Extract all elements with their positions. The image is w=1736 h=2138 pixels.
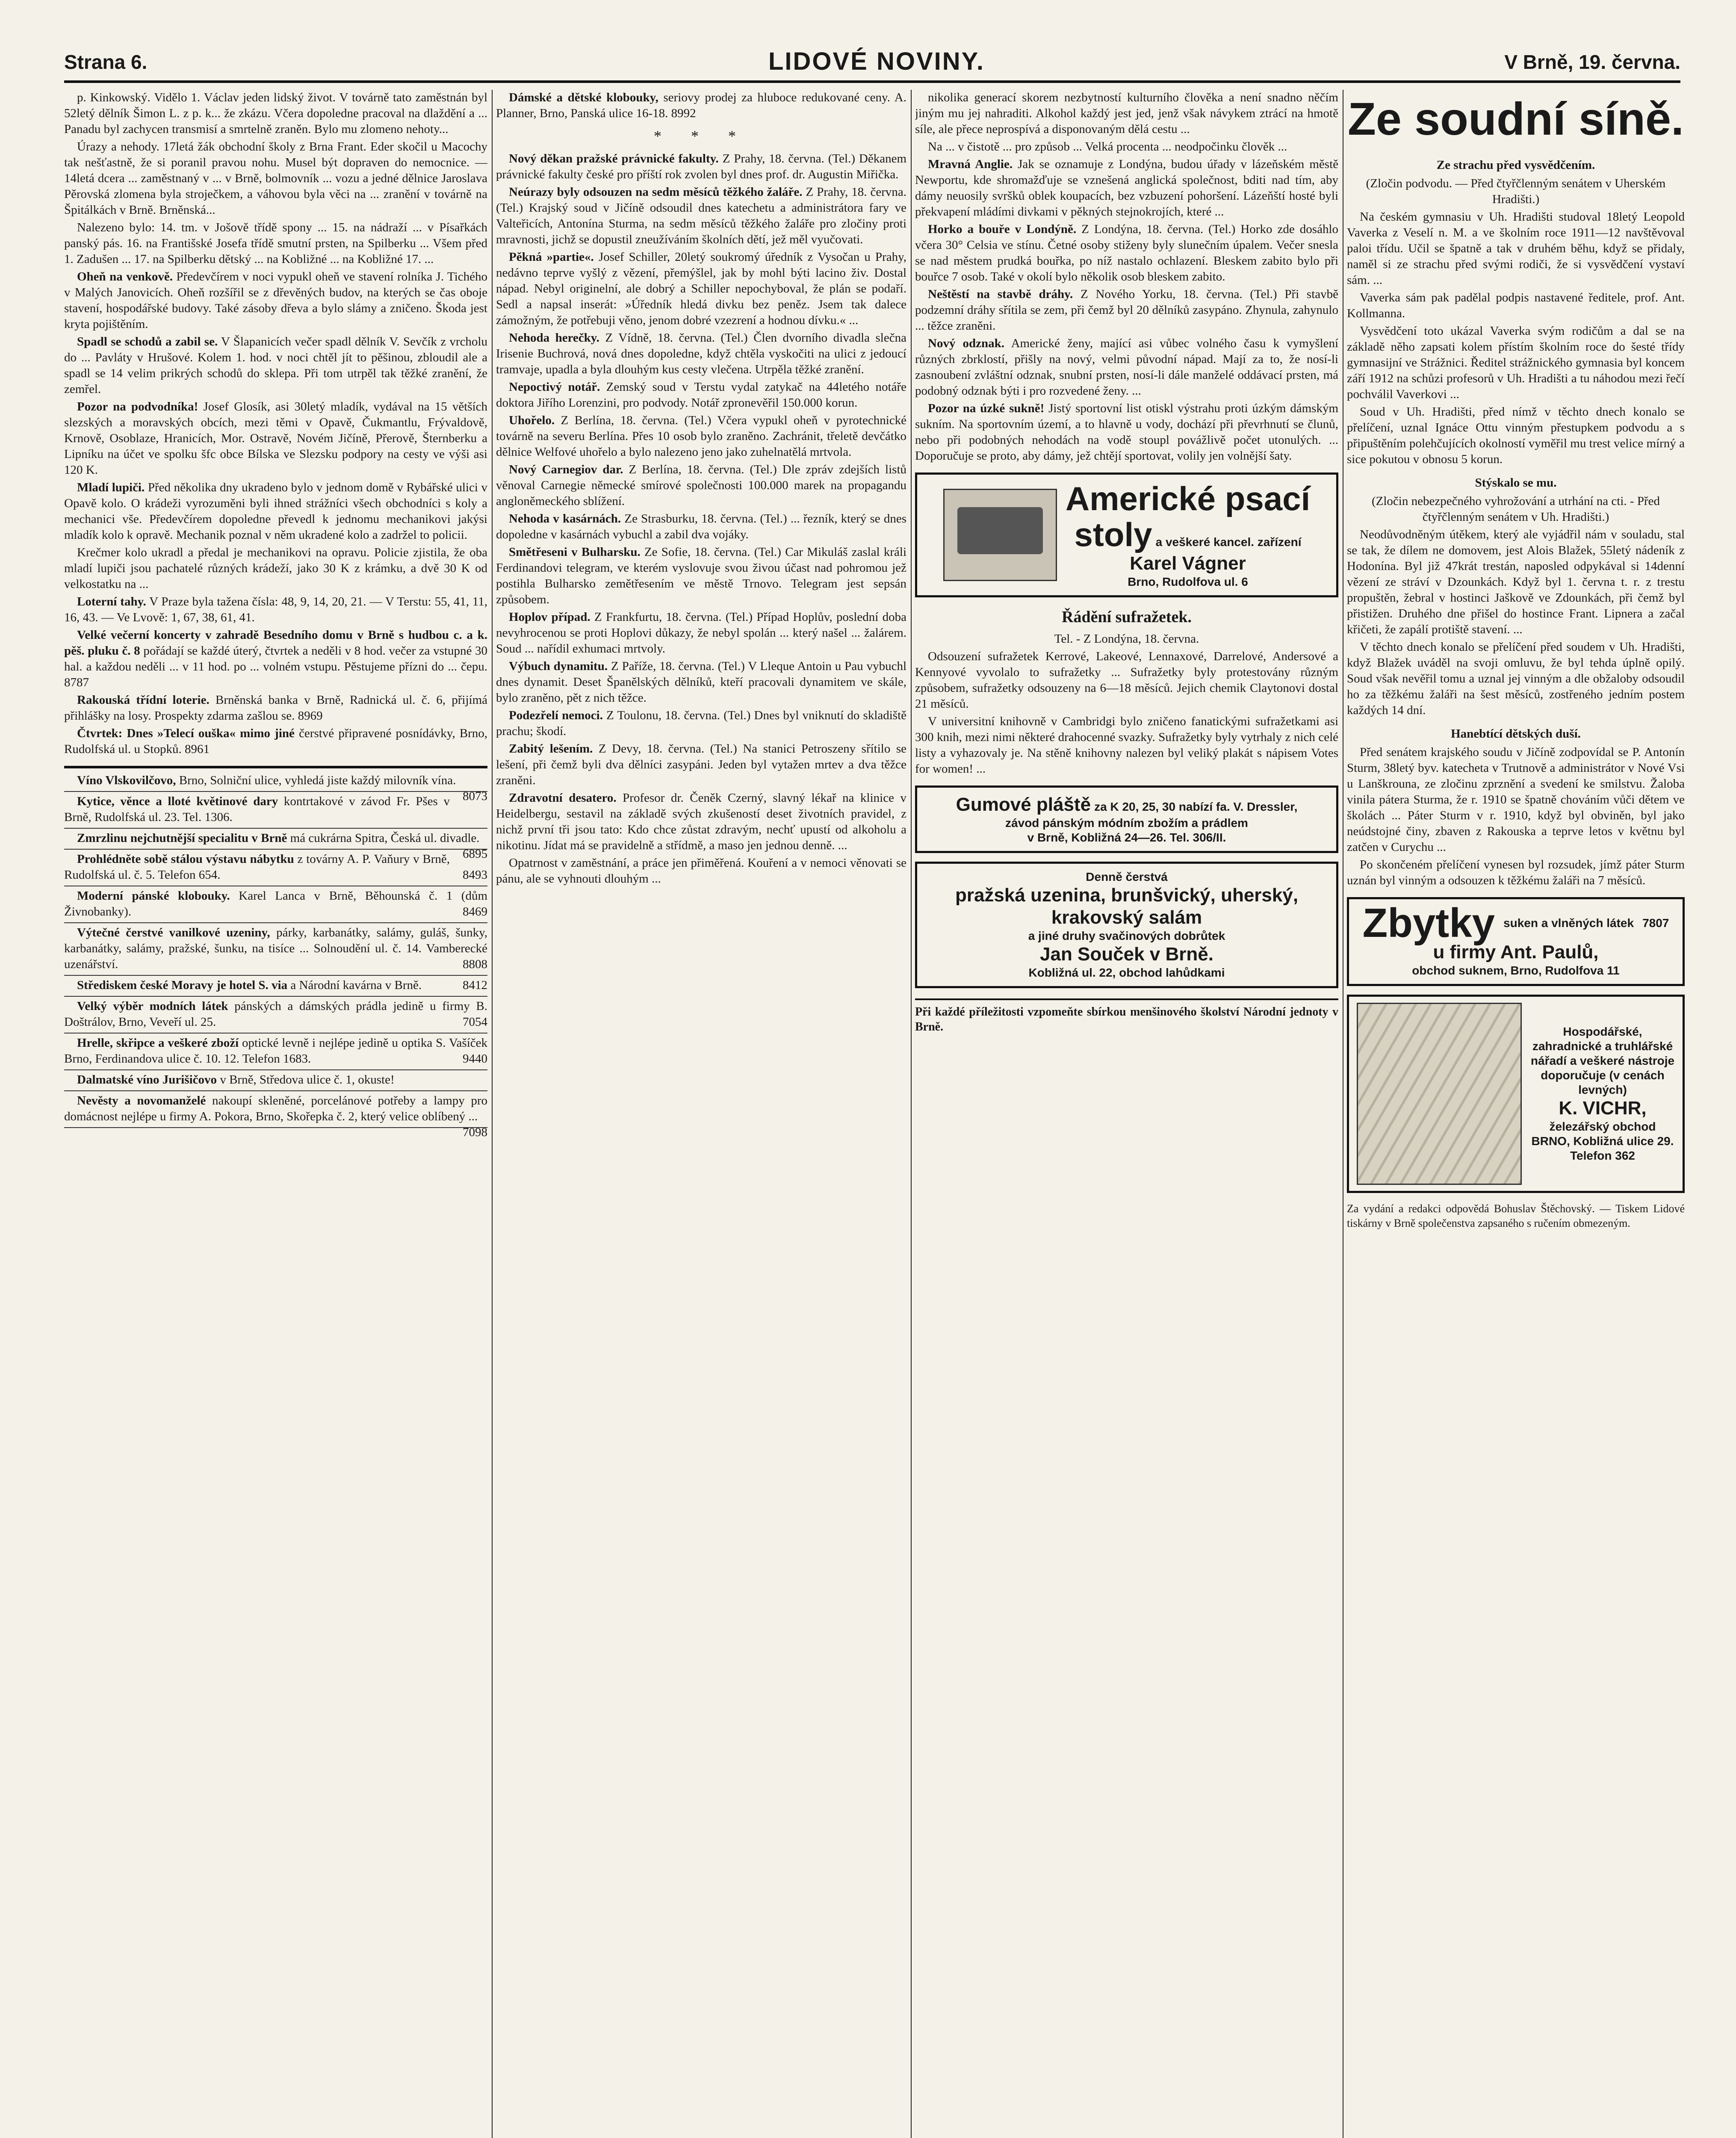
article-text: Z Paříže, 18. června. (Tel.) V Lleque Antoin u Pau vybuchl dnes dynamit. Deset Španělských dělníků, kteří pracovali dynamitem ve skále, bylo zraněno, pět z nich těžce. (496, 659, 906, 705)
classified-ad-title: Dalmatské víno Jurišičovo (77, 1073, 217, 1087)
classified-ad (64, 998, 487, 1034)
ad-company: Jan Souček v Brně. (1040, 944, 1213, 965)
article-text: V universitní knihovně v Cambridgi bylo zničeno fanatickými sufražetkami asi 300 knih, mezi nimi některé drahocenné svazky. Sufražetky byly vytrhaly z nich celé listy a vyhazovaly je. Na stěně knihovny nalezen byl veliký plakát s nápisem Votes for women! ... (915, 715, 1338, 776)
classified-ad-text: optické levně i nejlépe jedině u optika S. Vašíček Brno, Ferdinandova ulice č. 10. 12. Telefon 1683. (64, 1036, 487, 1066)
ad-address: obchod suknem, Brno, Rudolfova 11 (1412, 964, 1620, 977)
article-text: Z Nového Yorku, 18. června. (Tel.) Při stavbě podzemní dráhy sřítila se zem, při čemž byl 20 dělníků zasypáno. Zhynula, zahynulo ... těžce zraněni. (915, 287, 1338, 333)
article-text: Z Prahy, 18. června. (Tel.) Krajský soud v Jičíně odsoudil dnes katechetu a administrátora fary ve Valteřicích, Antonína Sturma, na sedm měsíců těžkého žaláře pro zločiny proti mravnosti, jichž se dopustil zneužíváním školních dětí, jež měl vyučovati. (496, 185, 906, 246)
article-text: Krečmer kolo ukradl a předal je mechanikovi na opravu. Policie zjistila, že oba mladí lupiči jsou pachatelé různých krádeží, jako 30 K z krámku, a dvě 30 K od velkostatku na ... (64, 546, 487, 591)
article-text: Z Berlína, 18. června. (Tel.) Dle zpráv zdejších listů věnoval Carnegie německé smírové společnosti 100.000 marek na propagandu angloněmeckého sblížení. (496, 463, 906, 508)
ad-headline: Americké psací (1065, 480, 1311, 517)
ad-company: K. VICHR, (1559, 1098, 1647, 1119)
article-heading: Pozor na úzké sukně! (928, 402, 1045, 415)
classified-ad-text: a Národní kavárna v Brně. (290, 978, 422, 992)
article-heading: Oheň na venkově. (77, 270, 173, 283)
article-heading: Dámské a dětské klobouky, (509, 91, 658, 104)
classified-ad-title: Výtečné čerstvé vanilkové uzeniny, (77, 926, 270, 939)
column-2 (496, 90, 906, 2138)
article-text: Jistý sportovní list otiskl výstrahu proti úzkým dámským sukním. Na sportovním území, a to hlavně u vody, dochází při převrhnutí se člunů, nebo při podobných nehodách na vodě stoupl povážlivě počet utonulých. ... Doporučuje se proto, aby dámy, jež chtějí sportovat, volily jen volnější šaty. (915, 402, 1338, 463)
ad-headline: Gumové pláště (956, 794, 1091, 815)
article-text: Před několika dny ukradeno bylo v jednom domě v Rybářské ulici v Opavě kolo. O krádeži vyrozuměni byli ihned strážníci všech obchodníci s koly a mechanici vše. Předevčírem dopoledne převedl k jednomu mechanikovi jakýsi mladík kolo k opravě. Mechanik poznal v něm ukradené kolo a zadržel to policii. (64, 481, 487, 542)
classified-ad-title: Víno Vlskovilčovo, (77, 774, 176, 787)
article-text: Vysvědčení toto ukázal Vaverka svým rodičům a dal se na základě něho zapsati kolem přístím školním roce do šesté třídy gymnasijní ve Strážnici. Ředitel strážnického gymnasia byl koncem září 1912 na schůzi profesorů v Uh. Hradišti a tu náhodou mezi řečí pochválil Vaverkovi ... (1347, 324, 1685, 401)
article-text: Po skončeném přelíčení vynesen byl rozsudek, jímž páter Sturm uznán byl vinným a odsouzen k těžkému žaláři na 7 měsíců. (1347, 858, 1685, 887)
article-heading: Uhořelo. (509, 413, 555, 427)
classified-ad (64, 1093, 487, 1139)
classified-ad-text: má cukrárna Spitra, Česká ul. divadle. (290, 831, 480, 845)
article-text: Z Toulonu, 18. června. (Tel.) Dnes byl vniknutí do skladiště prachu; škodí. (496, 709, 906, 738)
article-text: Josef Schiller, 20letý soukromý úředník z Vysočan u Prahy, nedávno teprve vyšlý z vězení, přemýšlel, jak by mohl býti lacino živ. Dostal nápad. Nebyl originelní, ale dobrý a Schiller nepochyboval, že plán se podaří. Sedl a napsal inserát: »Úředník hledá divku bez peněz. Jsem tak dalece zámožným, že potřebuji věno, jenom dobré vzezrení a hodnou dívku.« ... (496, 250, 906, 327)
article-text: Úrazy a nehody. 17letá žák obchodní školy z Brna Frant. Eder skočil u Macochy tak nešťastně, že si poranil pravou nohu. Musel být dopraven do nemocnice. — 14letá dcera ... zaměstnaný v ... v Brně, bolmovník ... vozu a jedné dělnice Jaroslava Pěrovská zlomena byla stroječkem, a váhovou byla věci na ... zranění v továrně na Špitálkách v Brně. Brněnská... (64, 140, 487, 217)
article-heading: Hanebtící dětských duší. (1451, 727, 1581, 741)
article-text: Josef Glosík, asi 30letý mladík, vydával na 15 větších slezských a moravských obcích, mezi těmi v Opavě, Čukmantlu, Frývaldově, Krnově, Osoblaze, Hranicích, Mor. Ostravě, Novém Jičíně, Přerově, Šternberku a Lipníku na účet ve spolku šfc obce Bílska ve Slezsku podpory na cesty ve výši asi 120 K. (64, 400, 487, 477)
article-text: Z Vídně, 18. června. (Tel.) Člen dvorního divadla slečna Irisenie Buchrová, nová dnes dopoledne, když chtěla vyskočiti na ulici z jedoucí tramvaje, upadla a byla dlouhým kus cesty vlečena. Utrpěla těžké zranění. (496, 331, 906, 376)
article-heading: Velké večerní koncerty v zahradě Besedního domu v Brně s hudbou c. a k. pěš. pluku č. 8 (64, 628, 487, 658)
article-heading: Horko a bouře v Londýně. (928, 222, 1077, 236)
classified-ad-text: Brno, Solniční ulice, vyhledá jiste každý milovník vína. (179, 774, 456, 787)
article-text: Vaverka sám pak padělal podpis nastavené ředitele, prof. Ant. Kollmanna. (1347, 291, 1685, 320)
ad-number: 8787 (64, 676, 89, 689)
article-text: Opatrnost v zaměstnání, a práce jen přiměřená. Kouření a v nemoci věnovati se pánu, ale se vyhnouti dlouhým ... (496, 856, 906, 886)
article-text: p. Kinkowský. Vidělo 1. Václav jeden lidský život. V továrně tato zaměstnán byl 52letý dělník Šimon L. z p. k... že zkázu. Včera dopoledne pracoval na dlaždění a ... Panadu byl zachycen transmisí a smrtelně zraněn. Bylo mu zlomeno nehoty... (64, 91, 487, 136)
ad-number: 8992 (671, 106, 696, 120)
article-heading: Pěkná »partie«. (509, 250, 594, 264)
ad-text: Denně čerstvá (1086, 870, 1168, 883)
article-text: V Praze byla tažena čísla: 48, 9, 14, 20, 21. — V Terstu: 55, 41, 11, 16, 43. — Ve Lvově: 1, 67, 38, 61, 41. (64, 595, 487, 624)
ad-desks (915, 472, 1338, 597)
ad-number: 9440 (463, 1052, 487, 1066)
newspaper-title: LIDOVÉ NOVINY. (768, 47, 985, 75)
article-text: Odsouzení sufražetek Kerrové, Lakeové, Lennaxové, Darrelové, Andersové a Kennyové vyvolalo to sufražetky ... Sufražetky byly protestovány různým způsobem, sufražetky odsouzeny na 6—18 měsíců. Jejich chemik Claytonovi dostal 21 měsíců. (915, 650, 1338, 711)
article-heading: Nový odznak. (928, 337, 1005, 350)
article-text: Ze Sofie, 18. června. (Tel.) Car Mikuláš zaslal králi Ferdinandovi telegram, ve kterém vyslovuje svou živou účast nad pohromou jež postihla Bulharsko zemětřesením ve městě Trnovo. Telegram jest sepsán způsobem. (496, 545, 906, 606)
article-heading: Nový děkan pražské právnické fakulty. (509, 152, 719, 165)
notice-text: Při každé příležitosti vzpomeňte sbírkou menšinového školství Národní jednoty v Brně. (915, 1005, 1338, 1034)
article-text: Předevčírem v noci vypukl oheň ve stavení rolníka J. Tichého v Malých Janovicích. Oheň rozšířil se z dřevěných budov, na kterých se čas oboje stavení, hospodářské budovy. Také zásoby dřeva a bylo slámy a zničeno. Škoda jest kryta pojištěním. (64, 270, 487, 331)
article-text: Jak se oznamuje z Londýna, budou úřady v lázeňském městě Newportu, kde shromažďuje se vznešená anglická společnost, bditi nad tím, aby dámy neuosily svršků oblek koupacích, bez vzbuzení pohoršení. Lázeňští hosté byli překvapení mládími divkami v pěkných stejnokrojích, které ... (915, 157, 1338, 219)
classified-ad (64, 851, 487, 886)
article-text: Z Berlína, 18. června. (Tel.) Včera vypukl oheň v pyrotechnické továrně na severu Berlína. Přes 10 osob bylo zraněno. Zachránit, třeletě devčátko dělnice Welfové uhořelo a bylo nalezeno jeno jako zuhelnatělá mrtvola. (496, 413, 906, 459)
article-heading: Nový Carnegiov dar. (509, 463, 623, 476)
ad-text: a veškeré kancel. zařízení (1155, 535, 1302, 549)
classified-ad (64, 1072, 487, 1091)
article-heading: Hoplov případ. (509, 610, 590, 624)
article-text: Z Devy, 18. června. (Tel.) Na stanici Petroszeny sřítilo se lešení, při čemž byli dva dělníci zasypáni. Jeden byl vytažen mrtev a dva těžce zraněni. (496, 742, 906, 787)
article-text: Profesor dr. Čeněk Czerný, slavný lékař na klinice v Heidelbergu, sestavil na základě svých zkušeností deset životních pravidel, z nichž první tři jsou tato: Kdo chce zůstat zdravým, nechť upustí od alkoholu a nikotinu. Jídat má se pravidelně a střídmě, a maso jen jednou denně. ... (496, 791, 906, 852)
classified-ad (64, 888, 487, 923)
classified-ad-text: v Brně, Středova ulice č. 1, okuste! (220, 1073, 395, 1087)
ad-address: BRNO, Kobližná ulice 29. (1531, 1134, 1674, 1148)
ad-text: Hospodářské, zahradnické a truhlářské nářadí a veškeré nástroje (1530, 1025, 1675, 1067)
article-heading: Mravná Anglie. (928, 157, 1013, 171)
article-text: seriovy prodej za hluboce redukované ceny. A. Planner, Brno, Panská ulice 16-18. (496, 91, 906, 120)
article-heading: Smětřeseni v Bulharsku. (509, 545, 641, 559)
ad-number: 6895 (463, 847, 487, 861)
classified-ad-title: Střediskem české Moravy je hotel S. via (77, 978, 288, 992)
article-heading: Stýskalo se mu. (1475, 476, 1557, 490)
article-heading: Neúrazy byly odsouzen na sedm měsíců těžkého žaláře. (509, 185, 803, 199)
ad-headline: pražská uzenina, brunšvický, uherský, krakovský salám (955, 885, 1299, 928)
classified-ad-text: z továrny A. P. Vaňury v Brně, Rudolfská ul. č. 5. Telefon 654. (64, 852, 450, 882)
article-heading: Nepoctivý notář. (509, 380, 600, 394)
article-heading: Nehoda herečky. (509, 331, 599, 345)
classified-ad-title: Kytice, věnce a lloté květinové dary (77, 794, 278, 808)
ad-company: Karel Vágner (1130, 553, 1246, 574)
article-text: V Šlapanicích večer spadl dělník V. Sevčík z vrcholu do ... Pavláty v Hrušové. Kolem 1. hod. v noci chtěl jít to pěšinou, zbloudil ale a spadl se 14 velim prikrých schodů do sklepa. Při tom utrpěl tak těžké zranění, že zemřel. (64, 335, 487, 396)
column-3 (915, 90, 1338, 2138)
ad-number: 8073 (463, 789, 487, 803)
section-title: Ze soudní síně. (1347, 93, 1684, 145)
article-heading: Mladí lupiči. (77, 481, 145, 494)
ad-number: 7098 (463, 1125, 487, 1139)
article-heading: Podezřelí nemoci. (509, 709, 603, 722)
article-subheading: (Zločin podvodu. — Před čtyřčlenným senátem v Uherském Hradišti.) (1366, 177, 1666, 206)
ad-address: Kobližná ul. 22, obchod lahůdkami (1028, 966, 1225, 979)
column-1 (64, 90, 487, 2138)
article-text: Nalezeno bylo: 14. tm. v Jošově třídě spony ... 15. na nádraží ... v Písařkách panský pás. 16. na Františské Josefa třídě smutní prsten, na Spilberku ... Všem před 1. Zadušen ... 17. na Spilberku dětský ... na Kobližné ... na Kobližné 17. ... (64, 221, 487, 266)
column-4 (1347, 90, 1685, 2138)
ad-number: 7807 (1642, 916, 1669, 930)
article-text: Brněnská banka v Brně, Radnická ul. č. 6, přijímá přihlášky na losy. Prospekty zdarma zašlou se. (64, 693, 487, 723)
ad-fabric (1347, 897, 1685, 986)
divider (64, 766, 487, 768)
article-text: Neodůvodněným útěkem, který ale vyjádřil nám v souladu, stal se tak, že dílem ne domovem, jest Alois Blažek, 55letý nádeník z Hodonína. Byl již 47krát trestán, naposled odpykával si 14denní vězení ze stráví v Dzounkách. Když byl 1. června t. r. z trestu propuštěn, žebral v hostinci Jaškově ve Zdounkách, při čemž byl přistižen. Druhého dne přišel do hostince Frant. Lipnera a začal křičeti, že zapálí protiště stavení. ... (1347, 528, 1685, 636)
article-heading: Výbuch dynamitu. (509, 659, 608, 673)
article-text: Z Frankfurtu, 18. června. (Tel.) Případ Hoplův, poslední doba nevyhrocenou se proti Hoplovi důkazy, že nebyl spolán ... který našel ... žalárem. Soud ... nařídil exhumaci mrtvoly. (496, 610, 906, 656)
article-heading: Nehoda v kasárnách. (509, 512, 621, 526)
article-text: Na ... v čistotě ... pro způsob ... Velká procenta ... neodpočinku člověk ... (928, 140, 1287, 154)
classified-ad-title: Prohlédněte sobě stálou výstavu nábytku (77, 852, 294, 866)
article-text: Z Londýna, 18. června. (Tel.) Horko zde dosáhlo včera 30° Celsia ve stínu. Četné osoby stiženy byly slunečním úpalem. Večer snesla se nad městem prudká bouřka, po níž nastalo ochlazení. Bleskem zabito bylo při bouřce 7 osob. Také v okolí bylo několik osob bleskem zabito. (915, 222, 1338, 283)
ad-text: doporučuje (v cenách levných) (1541, 1069, 1665, 1096)
article-heading: Spadl se schodů a zabil se. (77, 335, 218, 348)
article-text: Ze Strasburku, 18. června. (Tel.) ... řezník, který se dnes dopoledne v kasárnách vybuchl a zabil dva vojáky. (496, 512, 906, 541)
ad-number: 8469 (463, 905, 487, 918)
classified-ad-text: kontrtakové v závod Fr. Pšes v Brně, Rudolfská ul. 23. Tel. 1306. (64, 794, 450, 824)
article-text: pořádají se každé úterý, čtvrtek a neděli v 8 hod. večer za vstupné 30 hal. a každou neděli ... v 11 hod. po ... volném vstupu. Pěstujeme přízni do ... čepu. (64, 644, 487, 673)
article-heading: Řádění sufražetek. (1062, 608, 1192, 626)
issue-date: V Brně, 19. června. (1504, 51, 1680, 73)
ad-raincoats (915, 786, 1338, 853)
column-rule (492, 90, 493, 2138)
article-heading: Loterní tahy. (77, 595, 146, 608)
classified-ad-title: Nevěsty a novomanželé (77, 1094, 206, 1107)
classified-ad-title: Zmrzlinu nejchutnější specialitu v Brně (77, 831, 287, 845)
ad-headline: stoly (1074, 516, 1152, 553)
classified-ad-title: Velký výběr modních látek (77, 999, 228, 1013)
ad-headline: Zbytky (1362, 900, 1495, 946)
ad-address: Brno, Rudolfova ul. 6 (1128, 575, 1248, 588)
ad-number: 8969 (298, 709, 323, 723)
classified-ad (64, 794, 487, 829)
ad-number: 8808 (463, 957, 487, 971)
article-text: Zemský soud v Terstu vydal zatykač na 44letého notáře doktora Jiřího Lorenzini, pro podvody. Notář zpronevěřil 150.000 korun. (496, 380, 906, 410)
article-text: nikolika generací skorem nezbytností kulturního člověka a není snadno něčím jiným mu jej nahraditi. Alkohol každý jest jed, jenž však návykem ztrácí na hmotě síle, ale přece neprospívá a disponovaným dělá cestu ... (915, 91, 1338, 136)
classified-ad-text: pánských a dámských prádla jedině u firmy B. Doštrálov, Brno, Veveří ul. 25. (64, 999, 487, 1029)
tools-illustration (1357, 1003, 1522, 1185)
article-text: Soud v Uh. Hradišti, před nímž v těchto dnech konalo se přelíčení, uznal Ignáce Ottu vinným přestupkem podvodu a s připuštěním polehčujících okolností vyměřil mu trest velice mírný a sice pokutou v obnosu 5 korun. (1347, 405, 1685, 466)
article-heading: Rakouská třídní loterie. (77, 693, 210, 707)
classified-ad-text: nakoupí skleněné, porcelánové potřeby a lampy pro domácnost nejlépe u firmy A. Pokora, Brno, Skořepka č. 2, který velice oblíbený ... (64, 1094, 487, 1123)
article-text: Americké ženy, mající asi vůbec volného času k vymyšlení různých zbrklostí, přišly na nový, velmi původní nápad. Mají za to, že nosí-li zasnoubení zvláštní odznak, snubní prsten, nosí-li dále manželé oddávací prsten, má podobný odznak býti i pro rozvedené ženy. ... (915, 337, 1338, 398)
classified-ad-title: Hrelle, skřipce a veškeré zboží (77, 1036, 239, 1050)
classified-ad (64, 925, 487, 976)
article-heading: Zdravotní desatero. (509, 791, 617, 805)
desk-illustration (943, 489, 1057, 581)
page-header (64, 47, 1680, 83)
ad-sausages (915, 862, 1338, 988)
ad-number: 8961 (184, 742, 210, 756)
ad-text: závod pánským módním zbožím a prádlem (1005, 816, 1248, 830)
imprint: Za vydání a redakci odpovědá Bohuslav Štěchovský. — Tiskem Lidové tiskárny v Brně společenstva zapsaného s ručením obmezeným. (1347, 1202, 1685, 1229)
classified-ad-text: Karel Lanca v Brně, Běhounská č. 1 (dům Živnobanky). (64, 889, 487, 918)
classified-ad-text: párky, karbanátky, salámy, guláš, šunky, karbanátky, salámy, pražské, šunku, na tisíce ... Solnoudění ul. č. 14. Vamberecké uzenářství. (64, 926, 487, 971)
ad-tools (1347, 995, 1685, 1193)
article-heading: Čtvrtek: Dnes »Telecí ouška« mimo jiné (77, 726, 295, 740)
ad-text: za K 20, 25, 30 nabízí fa. V. Dressler, (1094, 800, 1298, 813)
article-heading: Ze strachu před vysvědčením. (1436, 158, 1595, 172)
article-text: Před senátem krajského soudu v Jičíně zodpovídal se P. Antonín Sturm, 38letý byv. katecheta v Trutnově a administrátor v Nové Vsi u Lanškrouna, ze zločinu zprznění a svedení ke smilstvu. Žaloba vinila pátera Sturma, že r. 1910 se špatně chováním vůči dětem ve školách ... Páter Sturm v r. 1910, když byl obviněn, byl jako neúdstojné činy, zbaven z Rakouska a teprve letos v květnu byl zatčen v Curychu ... (1347, 745, 1685, 854)
classified-ad (64, 977, 487, 997)
ad-company: u firmy Ant. Paulů, (1433, 942, 1599, 963)
article-heading: Pozor na podvodníka! (77, 400, 198, 413)
page-number: Strana 6. (64, 51, 148, 73)
article-text: V těchto dnech konalo se přelíčení před soudem v Uh. Hradišti, když Blažek uváděl na svoji omluvu, že byl tehda úplně opilý. Soud však nevěřil tomu a uznal jej vinným a dle obžaloby odsoudil ho za těžkému žaláři na šest měsíců, zostřeného jedním postem každých 14 dní. (1347, 640, 1685, 717)
ad-phone: Telefon 362 (1570, 1149, 1635, 1162)
article-dateline: Tel. - Z Londýna, 18. června. (1054, 632, 1199, 646)
article-subheading: (Zločin nebezpečného vyhrožování a utrhání na cti. - Před čtyřčlenným senátem v Uh. Hradišti.) (1372, 494, 1660, 524)
ad-number: 8493 (463, 868, 487, 882)
article-text: čerstvé připravené posnídávky, Brno, Rudolfská ul. u Stopků. (64, 726, 487, 756)
classified-ad-title: Moderní pánské klobouky. (77, 889, 230, 903)
ad-text: a jiné druhy svačinových dobrůtek (1028, 929, 1225, 942)
classified-ads (64, 773, 487, 1139)
classified-ad (64, 1035, 487, 1070)
article-heading: Zabitý lešením. (509, 742, 593, 756)
notice (915, 998, 1338, 1034)
ad-text: železářský obchod (1549, 1120, 1656, 1133)
separator-stars: * * * (654, 127, 749, 145)
ad-text: suken a vlněných látek (1503, 916, 1634, 930)
column-rule (911, 90, 912, 2138)
ad-address: v Brně, Kobližná 24—26. Tel. 306/II. (1027, 831, 1226, 844)
ad-number: 8412 (463, 978, 487, 992)
ad-number: 7054 (463, 1015, 487, 1029)
article-text: Z Prahy, 18. června. (Tel.) Děkanem právnické fakulty české pro příští rok zvolen byl dnes prof. dr. Augustin Miřička. (496, 152, 906, 181)
article-heading: Neštěstí na stavbě dráhy. (928, 287, 1073, 301)
article-text: Na českém gymnasiu v Uh. Hradišti studoval 18letý Leopold Vaverka z Veselí n. M. a ve školním roce 1911—12 navštěvoval paloi třídu. Učil se špatně a tak v druhém běhu, když se přidaly, naměl si ze strachu před svými rodiči, že si vysvědčení vystaví sám. ... (1347, 210, 1685, 287)
